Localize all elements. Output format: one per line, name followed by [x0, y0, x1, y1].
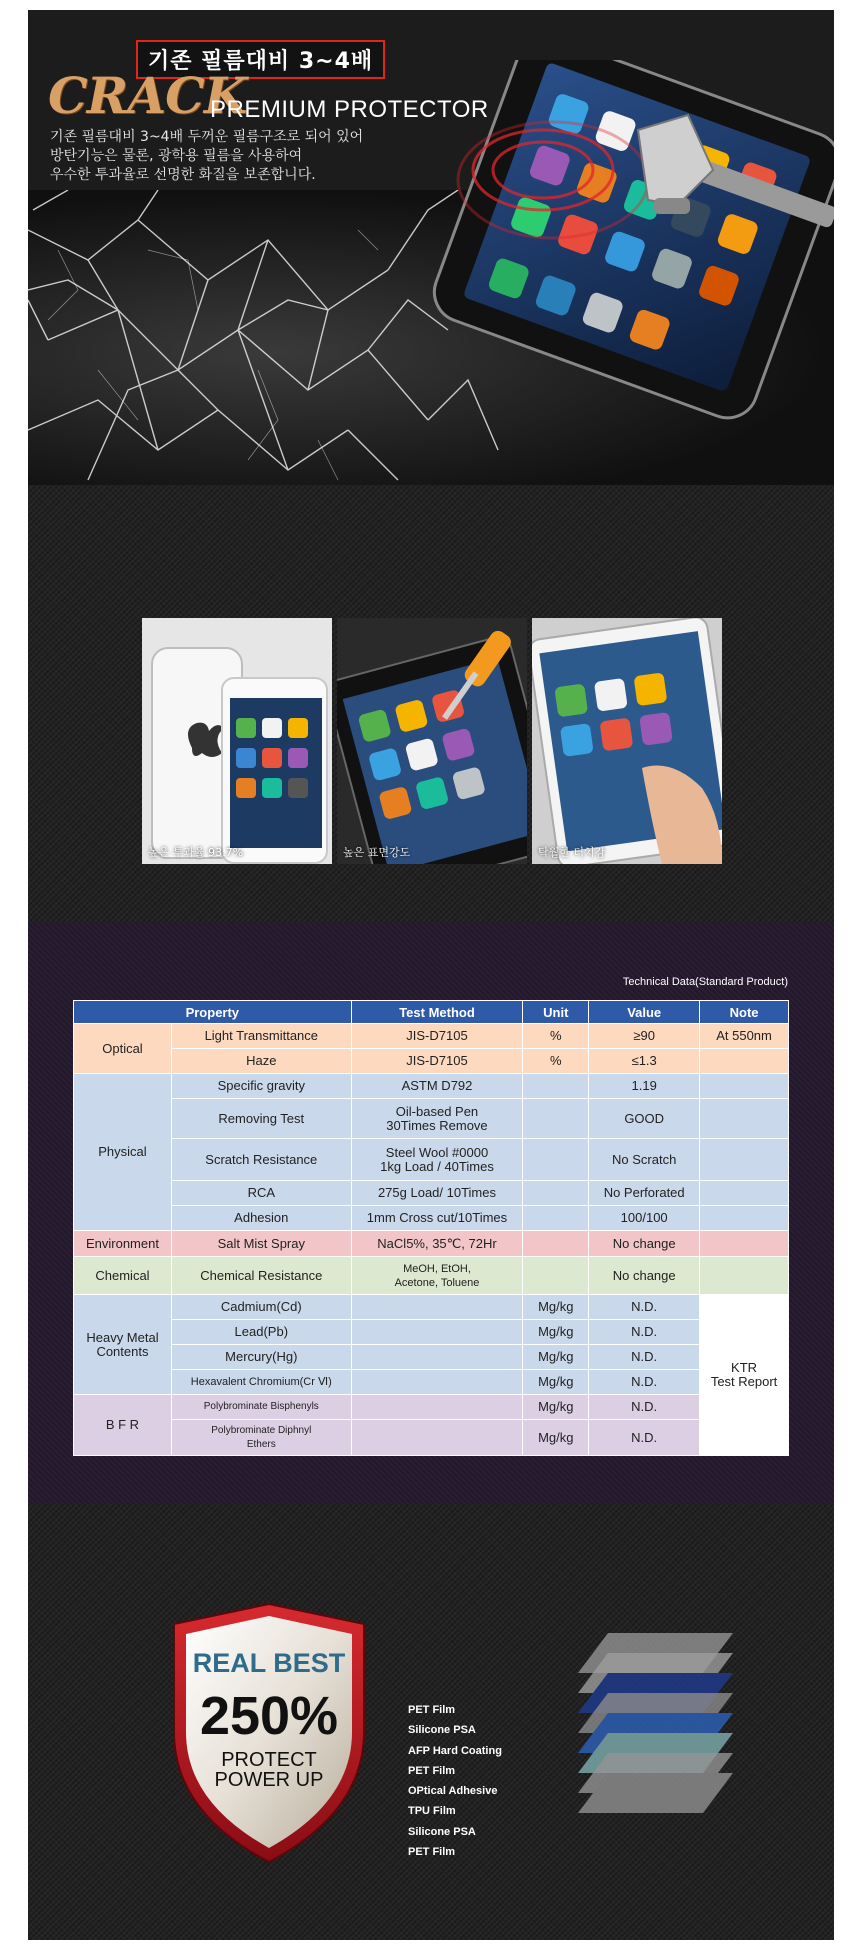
cell-unit — [523, 1074, 589, 1099]
cell-value: 1.19 — [589, 1074, 700, 1099]
cell-value: 100/100 — [589, 1206, 700, 1231]
feature-card-transmittance — [142, 618, 332, 864]
header-unit: Unit — [523, 1001, 589, 1024]
method-line: Acetone, Toluene — [394, 1276, 480, 1289]
shield-protect: PROTECT — [221, 1749, 317, 1771]
ktr-note — [700, 1295, 789, 1456]
table-row — [74, 1099, 789, 1139]
cell-unit: % — [523, 1049, 589, 1074]
hero-desc-line: 방탄기능은 물론, 광학용 필름을 사용하여 — [50, 148, 303, 164]
feature-caption: 높은 표면강도 — [343, 846, 411, 859]
prop-line: Polybrominate Diphnyl — [211, 1424, 312, 1436]
hero-banner — [28, 10, 834, 485]
method-line: 30Times Remove — [386, 1117, 488, 1133]
shield-percent: 250% — [199, 1686, 339, 1746]
cell-method: NaCl5%, 35℃, 72Hr — [351, 1231, 523, 1257]
table-row — [74, 1231, 789, 1257]
cell-method: 275g Load/ 10Times — [351, 1181, 523, 1206]
screwdriver-phone-image — [337, 618, 527, 864]
film-layer-stack — [548, 1628, 748, 1858]
cell-value: N.D. — [589, 1370, 700, 1395]
cell-value: No change — [589, 1257, 700, 1295]
cell-unit — [523, 1257, 589, 1295]
table-row — [74, 1206, 789, 1231]
hero-badge: 기존 필름대비 3~4배 — [136, 40, 385, 79]
cell-property: Chemical Resistance — [171, 1257, 351, 1295]
ktr-line: Test Report — [710, 1374, 778, 1389]
cell-property: Scratch Resistance — [171, 1139, 351, 1181]
cell-value: ≤1.3 — [589, 1049, 700, 1074]
group-physical: Physical — [74, 1074, 172, 1231]
table-row — [74, 1139, 789, 1181]
cell-method: JIS-D7105 — [351, 1024, 523, 1049]
cell-property: Polybrominate Bisphenyls — [171, 1395, 351, 1420]
cell-property: Adhesion — [171, 1206, 351, 1231]
layer-label: AFP Hard Coating — [408, 1744, 502, 1757]
feature-card-hardness — [337, 618, 527, 864]
crack-logo: CRACK — [48, 66, 247, 125]
table-row — [74, 1395, 789, 1420]
hero-description — [50, 128, 363, 185]
cell-note — [700, 1049, 789, 1074]
table-row — [74, 1320, 789, 1345]
cell-value: N.D. — [589, 1320, 700, 1345]
layer-label: TPU Film — [408, 1805, 456, 1818]
layer-label: PET Film — [408, 1704, 456, 1716]
group-optical: Optical — [74, 1024, 172, 1074]
cell-method — [351, 1370, 523, 1395]
table-row — [74, 1345, 789, 1370]
layer-label: PET Film — [408, 1846, 456, 1859]
cell-value: No change — [589, 1231, 700, 1257]
cell-method — [351, 1320, 523, 1345]
cell-note — [700, 1074, 789, 1099]
shield-power-up: POWER UP — [214, 1769, 324, 1791]
cell-value: ≥90 — [589, 1024, 700, 1049]
cell-method: JIS-D7105 — [351, 1049, 523, 1074]
group-line: Heavy Metal — [86, 1329, 159, 1345]
cell-property — [171, 1420, 351, 1456]
feature-cards — [142, 618, 722, 864]
layer-labels — [408, 1700, 502, 1862]
cell-property: Mercury(Hg) — [171, 1345, 351, 1370]
cell-value: N.D. — [589, 1395, 700, 1420]
cell-property: Salt Mist Spray — [171, 1231, 351, 1257]
cell-note — [700, 1257, 789, 1295]
cell-unit: Mg/kg — [523, 1370, 589, 1395]
cell-note — [700, 1181, 789, 1206]
hero-desc-line: 기존 필름대비 3~4배 두꺼운 필름구조로 되어 있어 — [50, 129, 364, 145]
table-row — [74, 1295, 789, 1320]
cell-property: Lead(Pb) — [171, 1320, 351, 1345]
table-row — [74, 1024, 789, 1049]
header-value: Value — [589, 1001, 700, 1024]
table-row — [74, 1420, 789, 1456]
layer-label: PET Film — [408, 1764, 456, 1777]
group-bfr: B F R — [74, 1395, 172, 1456]
cell-method — [351, 1420, 523, 1456]
cell-unit — [523, 1139, 589, 1181]
hero-desc-line: 우수한 투과율로 선명한 화질을 보존합니다. — [50, 167, 316, 183]
header-property: Property — [74, 1001, 352, 1024]
layer-label: OPtical Adhesive — [408, 1785, 498, 1798]
table-row — [74, 1257, 789, 1295]
table-header-row — [74, 1001, 789, 1024]
header-note: Note — [700, 1001, 789, 1024]
table-row — [74, 1049, 789, 1074]
cell-unit — [523, 1181, 589, 1206]
shield-real-best: REAL BEST — [192, 1648, 346, 1678]
cell-unit — [523, 1099, 589, 1139]
tech-spec-table — [73, 1000, 789, 1456]
ktr-line: KTR — [731, 1360, 758, 1375]
cell-note — [700, 1099, 789, 1139]
group-line: Contents — [96, 1343, 149, 1359]
cell-note — [700, 1139, 789, 1181]
table-row — [74, 1074, 789, 1099]
cell-method — [351, 1295, 523, 1320]
method-line: Oil-based Pen — [395, 1103, 479, 1119]
cell-unit: Mg/kg — [523, 1395, 589, 1420]
white-phone-image — [142, 618, 332, 864]
cell-method — [351, 1257, 523, 1295]
cell-note — [700, 1231, 789, 1257]
real-best-shield — [164, 1602, 374, 1864]
cell-unit: Mg/kg — [523, 1345, 589, 1370]
technical-data-section — [28, 922, 834, 1504]
cell-value: GOOD — [589, 1099, 700, 1139]
cell-method — [351, 1395, 523, 1420]
layer-label: Silicone PSA — [408, 1724, 476, 1737]
header-test-method: Test Method — [351, 1001, 523, 1024]
cell-method: 1mm Cross cut/10Times — [351, 1206, 523, 1231]
feature-caption: 높은 투과율 93.7% — [148, 846, 244, 859]
tech-table-title: Technical Data(Standard Product) — [622, 976, 788, 988]
cell-value: N.D. — [589, 1345, 700, 1370]
cell-property: Haze — [171, 1049, 351, 1074]
feature-caption: 탁월한 터치감 — [538, 846, 606, 859]
premium-protector-title: PREMIUM PROTECTOR — [210, 96, 489, 123]
cell-unit: Mg/kg — [523, 1295, 589, 1320]
table-row — [74, 1181, 789, 1206]
group-heavy-metal — [74, 1295, 172, 1395]
cell-unit — [523, 1231, 589, 1257]
layer-label: Silicone PSA — [408, 1825, 476, 1838]
cell-unit — [523, 1206, 589, 1231]
cell-property: RCA — [171, 1181, 351, 1206]
cell-note: At 550nm — [700, 1024, 789, 1049]
cell-value: N.D. — [589, 1420, 700, 1456]
cell-property: Cadmium(Cd) — [171, 1295, 351, 1320]
cell-value: No Scratch — [589, 1139, 700, 1181]
group-chemical: Chemical — [74, 1257, 172, 1295]
prop-line: Ethers — [246, 1438, 276, 1450]
cell-value: N.D. — [589, 1295, 700, 1320]
cell-property: Specific gravity — [171, 1074, 351, 1099]
feature-card-touch — [532, 618, 722, 864]
touch-phone-image — [532, 618, 722, 864]
method-line: 1kg Load / 40Times — [380, 1158, 494, 1174]
table-row — [74, 1370, 789, 1395]
cell-note — [700, 1206, 789, 1231]
group-environment: Environment — [74, 1231, 172, 1257]
cell-property: Hexavalent Chromium(Cr Ⅵ) — [171, 1370, 351, 1395]
cell-method: ASTM D792 — [351, 1074, 523, 1099]
cell-property: Light Transmittance — [171, 1024, 351, 1049]
hammer-image — [618, 110, 834, 260]
method-line: Steel Wool #0000 — [385, 1144, 489, 1160]
cell-method — [351, 1345, 523, 1370]
cell-value: No Perforated — [589, 1181, 700, 1206]
cell-unit: Mg/kg — [523, 1420, 589, 1456]
cell-method — [351, 1099, 523, 1139]
page-frame — [28, 10, 834, 1940]
cell-unit: Mg/kg — [523, 1320, 589, 1345]
method-line: MeOH, EtOH, — [403, 1262, 471, 1275]
cell-unit: % — [523, 1024, 589, 1049]
cell-method — [351, 1139, 523, 1181]
cell-property: Removing Test — [171, 1099, 351, 1139]
